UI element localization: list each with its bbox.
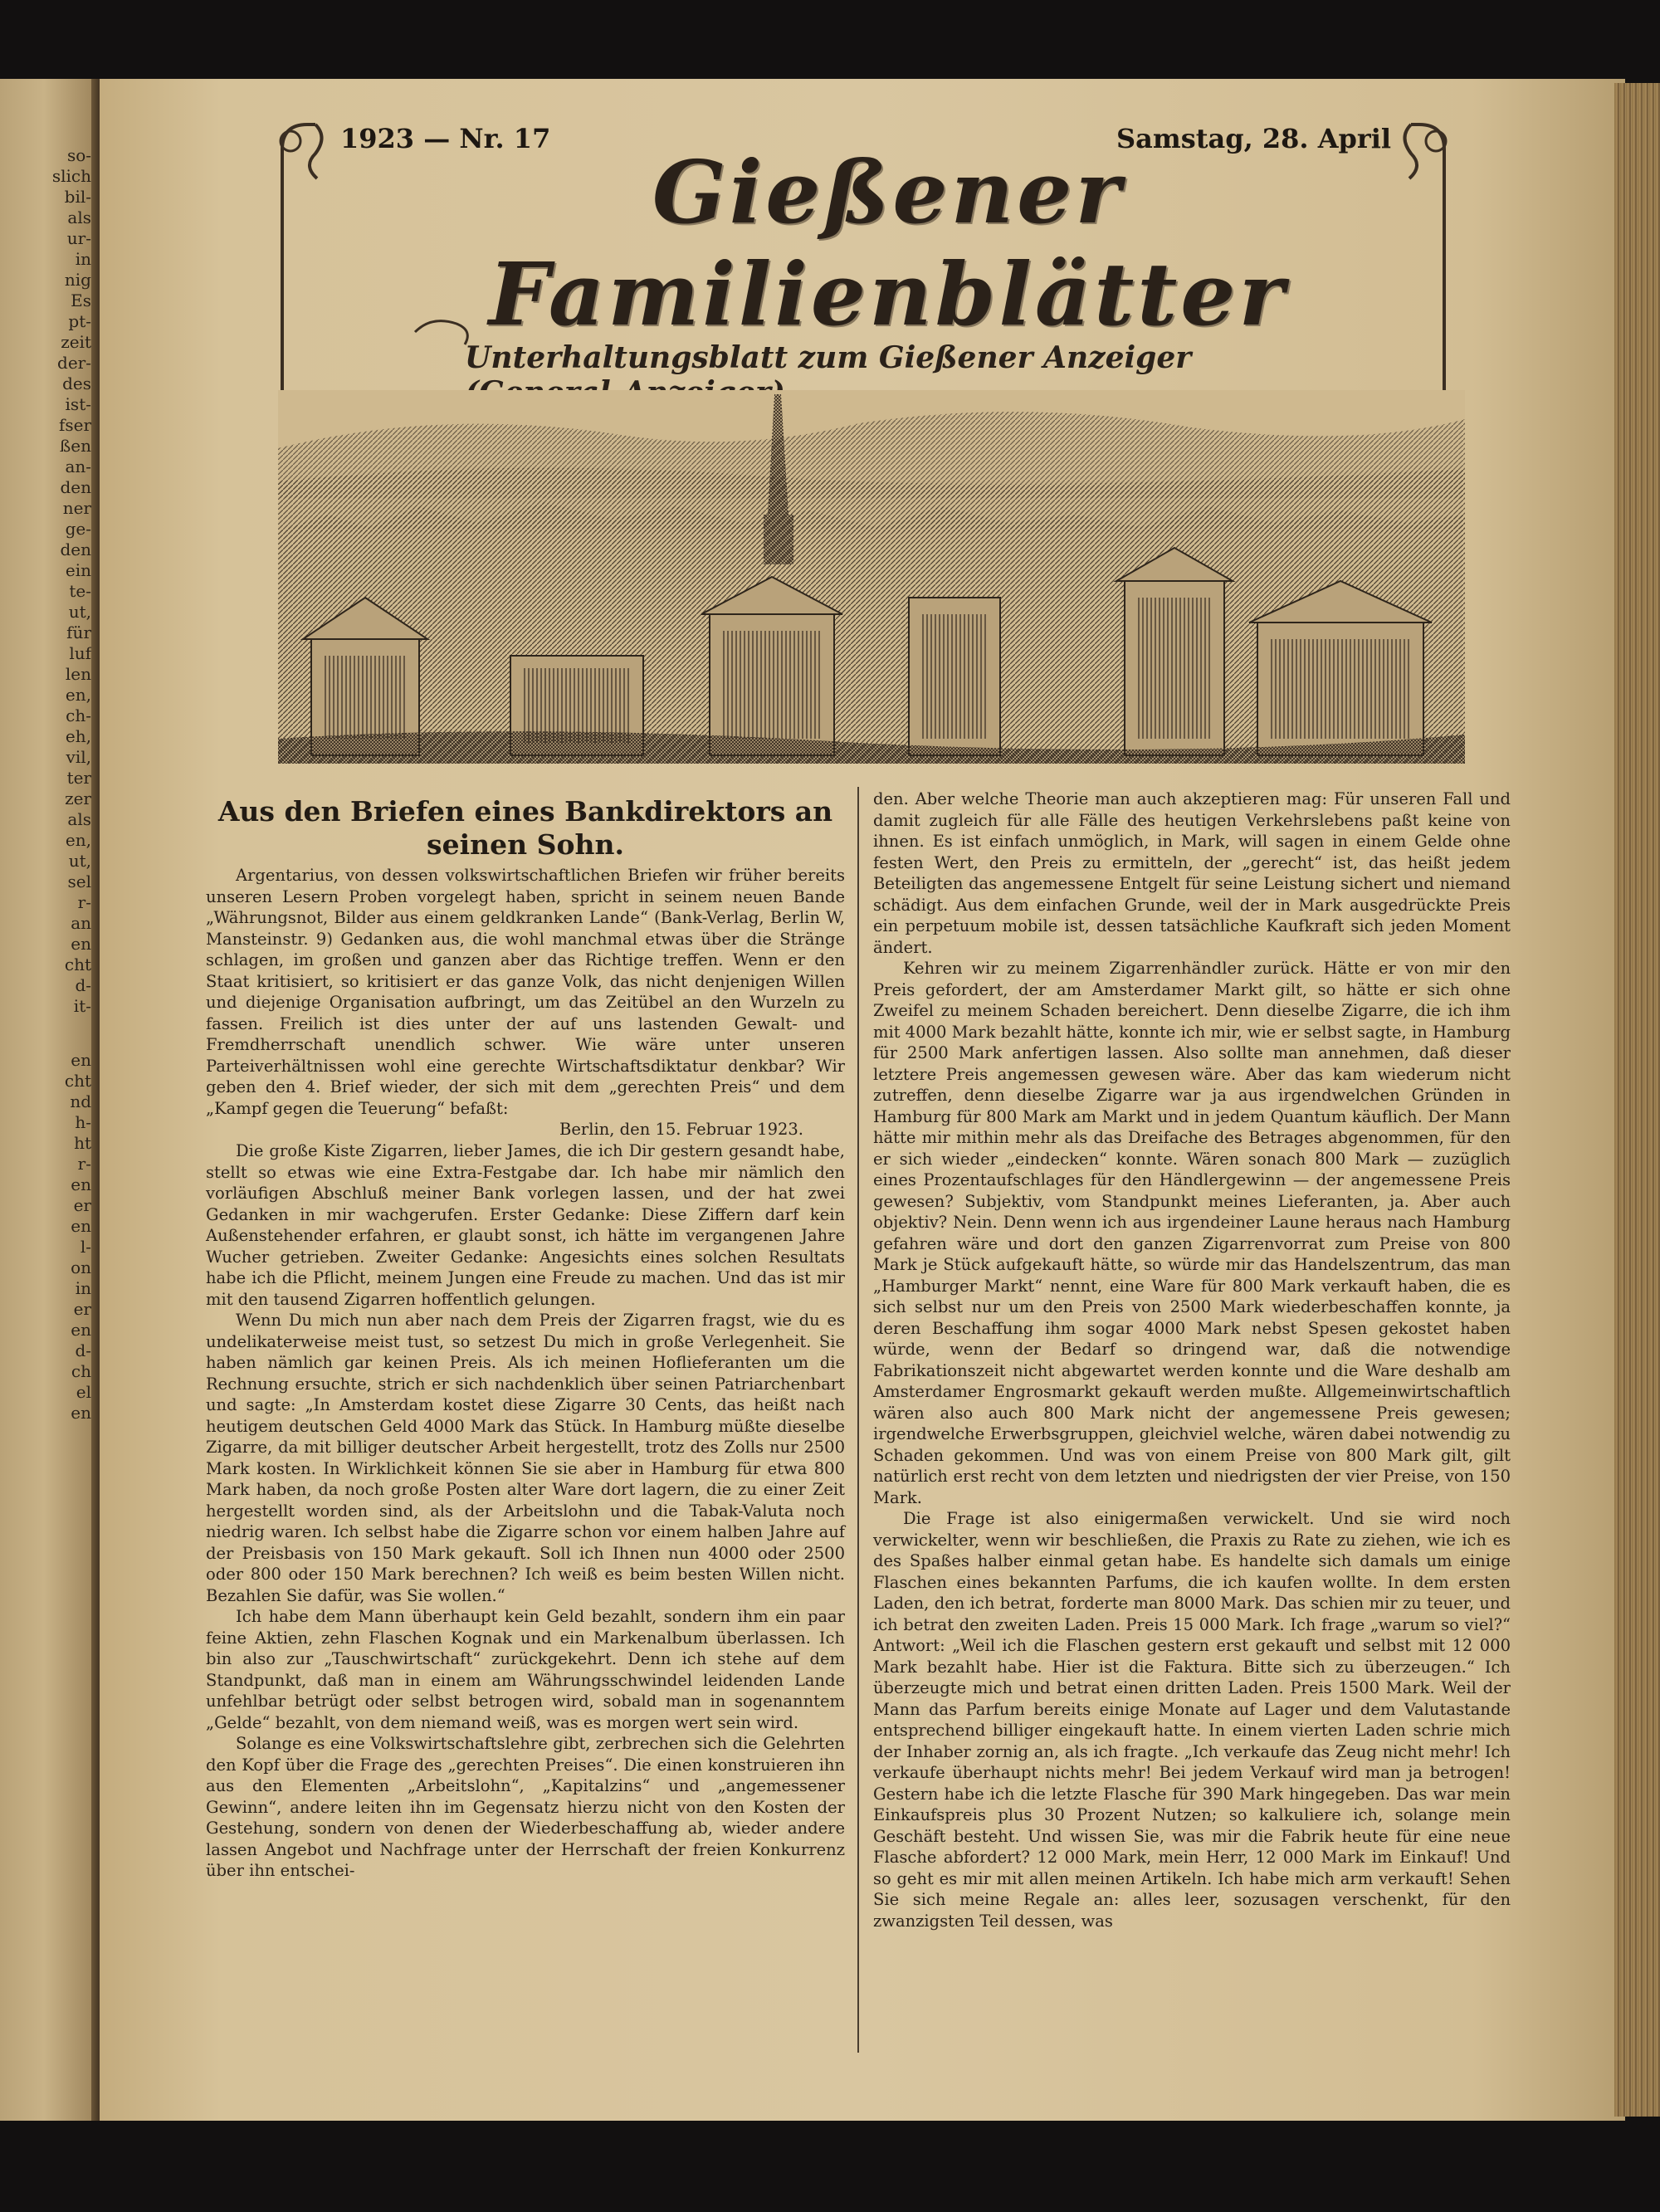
article-paragraph: Solange es eine Volkswirtschaftslehre gibt, zerbrechen sich die Gelehrten den Kopf über die Frage des „gerechten Preises“. Die einen konstruieren ihn aus den Elementen „Arbeitslohn“, „Kapitalzins“ und „angemessener Gewinn“, andere leiten ihn im Gegensatz hierzu nicht von den Kosten der Gestehung, sondern von denen der Wiederbeschaffung ab, wieder andere lassen Angebot und Nachfrage unter der Herrschaft der freien Konkurrenz über ihn entschei- (206, 1734, 845, 1880)
left-page-text-fragment: ut, (68, 602, 91, 622)
issue-date: Samstag, 28. April (1116, 123, 1392, 154)
article-paragraph: Die Frage ist also einigermaßen verwickelt. Und sie wird noch verwickelter, wenn wir beschließen, die Praxis zu Rate zu ziehen, wie ich es des Spaßes halber einmal getan habe. Es handelte sich damals um einige Flaschen eines bekannten Parfums, die ich kaufen wollte. In dem ersten Laden, den ich betrat, forderte man 8000 Mark. Das schien mir zu teuer, und ich betrat den zweiten Laden. Preis 15 000 Mark. Ich frage „warum so viel?“ Antwort: „Weil ich die Flaschen gestern erst gekauft und selbst mit 12 000 Mark bezahlt habe. Hier ist die Faktura. Bitte sich zu überzeugen.“ Ich überzeugte mich und betrat einen dritten Laden. Preis 1500 Mark. Weil der Mann das Parfum bereits einige Monate auf Lager und dem Valutastande entsprechend billiger eingekauft hatte. In einem vierten Laden schrie mich der Inhaber zornig an, als ich fragte. „Ich verkaufe das Zeug nicht mehr! Ich verkaufe überhaupt nichts mehr! Bei jedem Verkauf wird man ja betrogen! Gestern habe ich die letzte Flasche für 390 Mark hingegeben. Das war mein Einkaufspreis plus 30 Prozent Nutzen; so kalkuliere ich, solange mein Geschäft besteht. Und wissen Sie, was mir die Fabrik heute für eine neue Flasche abfordert? 12 000 Mark, mein Herr, 12 000 Mark im Einkauf! Und so geht es mir mit allen meinen Artikeln. Ich habe mich arm verkauft! Sehen Sie sich meine Regale an: alles leer, sozusagen verschenkt, für den zwanzigsten Teil dessen, was (873, 1509, 1511, 1931)
left-page-text-fragment: fser (58, 415, 91, 435)
article-left-column (206, 789, 845, 1882)
left-page-text-fragment: den (60, 540, 91, 559)
article-paragraph: den. Aber welche Theorie man auch akzeptieren mag: Für unseren Fall und damit zugleich für alle Fälle des heutigen Verkehrslebens paßt keine von ihnen. Es ist einfach unmöglich, in Mark, will sagen in einem Gelde ohne festen Wert, den Preis zu ermitteln, der „gerecht“ ist, das heißt jedem Beteiligten das angemessene Entgelt für seine Leistung sichert und niemand schädigt. Aus dem einfachen Grunde, weil der in Mark ausgedrückte Preis ein perpetuum mobile ist, dessen tatsächliche Kaufkraft sich jeden Moment ändert. (873, 789, 1511, 957)
left-page-text-fragment: vil, (66, 747, 91, 767)
left-page-text-fragment: ch (71, 1361, 91, 1381)
left-page-text-fragment: en, (65, 830, 91, 850)
article-paragraph: Wenn Du mich nun aber nach dem Preis der Zigarren fragst, wie du es undelikaterweise meist tust, so setzest Du mich in große Verlegenheit. Sie haben nämlich gar keinen Preis. Als ich meinen Hoflieferanten um die Rechnung ersuchte, strich er sich nachdenklich über seinen Patriarchenbart und sagte: „In Amsterdam kostet diese Zigarre 30 Cents, das heißt nach heutigem deutschen Geld 4000 Mark das Stück. In Hamburg müßte dieselbe Zigarre, da mit billiger deutscher Arbeit hergestellt, trotz des Zolls nur 2500 Mark kosten. In Wirklichkeit können Sie sie aber in Hamburg für etwa 800 Mark haben, da noch große Posten alter Ware dort lagern, die zu einer Zeit hergestellt worden sind, als der Arbeitslohn und die Tabak-Valuta noch niedrig waren. Ich selbst habe die Zigarre schon vor einem halben Jahre auf der Preisbasis von 150 Mark gekauft. Soll ich Ihnen nun 4000 oder 2500 oder 800 oder 150 Mark berechnen? Ich weiß es beim besten Willen nicht. Bezahlen Sie dafür, was Sie wollen.“ (206, 1311, 845, 1605)
left-page-text-fragment: des (62, 374, 91, 393)
left-page-text-fragment: cht (64, 1071, 91, 1091)
page-edges (1614, 83, 1660, 2117)
left-page-text-fragment: pt- (68, 311, 91, 331)
left-page-text-fragment: r- (77, 1154, 91, 1174)
left-page-text-fragment: so- (66, 145, 91, 165)
left-page-text-fragment: sel (67, 872, 91, 891)
left-page-text-fragment: cht (64, 955, 91, 974)
left-page-text-fragment: in (75, 1278, 91, 1298)
left-facing-page (0, 79, 98, 2121)
left-page-text-fragment: er (73, 1299, 91, 1319)
issue-number: 1923 — Nr. 17 (340, 123, 551, 154)
article-paragraph: Die große Kiste Zigarren, lieber James, die ich Dir gestern gesandt habe, stellt so etwas wie eine Extra-Festgabe dar. Ich habe mir nämlich den vorläufigen Abschluß meiner Bank vorlegen lassen, und der hat zwei Gedanken in mir wachgerufen. Erster Gedanke: Diese Ziffern darf kein Außenstehender erfahren, er glaubt sonst, ich hätte im vergangenen Jahre Wucher getrieben. Zweiter Gedanke: Angesichts eines solchen Resultats habe ich die Pflicht, meinem Jungen eine Freude zu machen. Und das ist mir mit den tausend Zigarren hoffentlich gelungen. (206, 1141, 845, 1309)
left-page-text-fragment: ut, (68, 851, 91, 871)
left-page-text-fragment: l- (80, 1237, 91, 1257)
left-page-text-fragment: h- (75, 1112, 91, 1132)
article-right-column (873, 789, 1511, 1931)
article-paragraph: Kehren wir zu meinem Zigarrenhändler zurück. Hätte er von mir den Preis gefordert, der am Amsterdamer Markt gilt, so hätte er sich ohne Zweifel zu meinem Schaden bereichert. Denn dieselbe Zigarre, die ich ihm mit 4000 Mark bezahlt hätte, konnte ich mir, wie er selbst sagte, in Hamburg für 2500 Mark anfertigen lassen. Also sollte man annehmen, daß dieser letztere Preis angemessen gewesen wäre. Aber das kam wiederum nicht zutreffen, denn dieselbe Zigarre war ja aus irgendwelchen Gründen in Hamburg für 800 Mark am Markt und in jedem Quantum käuflich. Der Mann hätte mir mithin mehr als das Dreifache des Betrages abgenommen, für den er sich wieder „eindecken“ konnte. Wären sonach 800 Mark — zuzüglich eines Prozentaufschlages für den Händlergewinn — der angemessene Preis gewesen? Subjektiv, vom Standpunkt meines Lieferanten, ja. Aber auch objektiv? Nein. Denn wenn ich aus irgendeiner Laune heraus nach Hamburg gefahren wäre und dort den ganzen Zigarrenvorrat zum Preise von 800 Mark je Stück aufgekauft hätte, so würde mir das Handelszentrum, das man „Hamburger Markt“ nennt, eine Ware für 800 Mark verkauft haben, die es sich selbst nur um den Preis von 2500 Mark wiederbeschaffen konnte, ja deren Beschaffung ihm sogar 4000 Mark nebst Spesen gekostet haben würde, wenn der Bedarf so dringend war, daß die notwendige Fabrikationszeit nicht abgewartet werden konnte und die Ware deshalb am Amsterdamer Engrosmarkt gekauft werden mußte. Allgemeinwirtschaftlich wären also auch 800 Mark nicht der angemessene Preis gewesen; irgendwelche Erwerbsgruppen, gleichviel welche, wären dabei notwendig zu Schaden gekommen. Und was von einem Preise von 800 Mark gilt, gilt natürlich erst recht von dem letzten und niedrigsten der vier Preise, von 150 Mark. (873, 959, 1511, 1507)
left-page-text-fragment: nig (64, 270, 91, 290)
left-page-text-fragment: en (71, 1403, 91, 1423)
left-page-text-fragment: ch- (66, 706, 91, 725)
left-page-text-fragment: ist- (65, 394, 91, 414)
left-page-text-fragment: an (71, 913, 91, 933)
article-paragraph: Ich habe dem Mann überhaupt kein Geld bezahlt, sondern ihm ein paar feine Aktien, zehn Flaschen Kognak und ein Markenalbum überlassen. Ich bin also zur „Tauschwirtschaft“ zurückgekehrt. Denn ich stehe auf dem Standpunkt, daß man in einem am Währungsschwindel leidenden Lande unfehlbar betrügt oder selbst betrogen wird, sobald man in sogenanntem „Gelde“ bezahlt, von dem niemand weiß, was es morgen wert sein wird. (206, 1607, 845, 1732)
masthead-title: Gießener Familienblätter (488, 141, 1288, 345)
left-page-text-fragment: ter (66, 768, 91, 788)
left-page-text-fragment: für (66, 623, 91, 642)
left-page-text-fragment: el (76, 1382, 91, 1402)
left-page-text-fragment: it- (73, 996, 91, 1016)
letter-dateline: Berlin, den 15. Februar 1923. (559, 1120, 803, 1139)
left-page-text-fragment: on (71, 1257, 91, 1277)
left-page-text-fragment: zer (65, 789, 91, 808)
left-page-text-fragment: r- (77, 892, 91, 912)
left-page-text-fragment: en, (65, 685, 91, 705)
left-page-text-fragment: bil- (64, 187, 91, 207)
left-page-text-fragment: der- (57, 353, 91, 373)
left-page-text-fragment: ge- (65, 519, 91, 539)
left-page-text-fragment: en (71, 1216, 91, 1236)
left-page-text-fragment: luf (69, 643, 91, 663)
left-page-text-fragment: len (65, 664, 91, 684)
left-page-text-fragment: nd (70, 1091, 91, 1111)
article-title: Aus den Briefen eines Bankdirektors an seinen Sohn. (217, 795, 833, 861)
left-page-text-fragment: en (71, 934, 91, 954)
left-page-text-fragment: te- (69, 581, 91, 601)
left-page-text-fragment: zeit (61, 332, 91, 352)
left-page-text-fragment: slich (51, 166, 91, 186)
left-page-text-fragment: als (67, 809, 91, 829)
left-page-text-fragment: den (60, 477, 91, 497)
left-page-text-fragment: an- (65, 457, 91, 476)
left-page-text-fragment: ur- (66, 228, 91, 248)
left-page-text-fragment: ner (62, 498, 91, 518)
left-page-text-fragment: d- (75, 1340, 91, 1360)
left-page-text-fragment: en (71, 1174, 91, 1194)
left-page-text-fragment: ein (65, 560, 91, 580)
left-page-text-fragment: en (71, 1320, 91, 1340)
masthead-subtitle: Unterhaltungsblatt zum Gießener Anzeiger (465, 340, 1192, 375)
left-page-text-fragment: en (71, 1050, 91, 1070)
left-page-text-fragment: in (75, 249, 91, 269)
masthead (332, 141, 1444, 345)
left-page-text-fragment: als (67, 208, 91, 227)
left-page-text-fragment: ht (74, 1133, 91, 1153)
city-panorama-illustration (278, 390, 1465, 764)
left-page-text-fragment: ßen (59, 436, 91, 456)
left-page-text-fragment: er (73, 1195, 91, 1215)
column-divider (857, 787, 859, 2053)
left-page-text-fragment: eh, (65, 726, 91, 746)
article-intro: Argentarius, von dessen volkswirtschaftlichen Briefen wir früher bereits unseren Lesern Proben vorgelegt haben, spricht in seinem neuen Bande „Währungsnot, Bilder aus einem geldkranken Lande“ (Bank-Verlag, Berlin W, Mansteinstr. 9) Gedanken aus, die wohl manchmal etwas über die Stränge schlagen, im großen und ganzen aber das Richtige treffen. Wenn er den Staat kritisiert, so kritisiert er das ganze Volk, das nicht denjenigen Willen und diejenige Organisation aufbringt, um das Zeitübel an den Wurzeln zu fassen. Freilich ist dies unter der auf uns lastenden Gewalt- und Fremdherrschaft unendlich schwer. Wie wäre unter unseren Parteiverhältnissen wohl eine gerechte Wirtschaftsdiktatur denkbar? Wir geben den 4. Brief wieder, der sich mit dem „gerechten Preis“ und dem „Kampf gegen die Teuerung“ befaßt: (206, 866, 845, 1118)
left-page-text-fragment: d- (75, 975, 91, 995)
left-page-text-fragment: Es (71, 291, 91, 310)
